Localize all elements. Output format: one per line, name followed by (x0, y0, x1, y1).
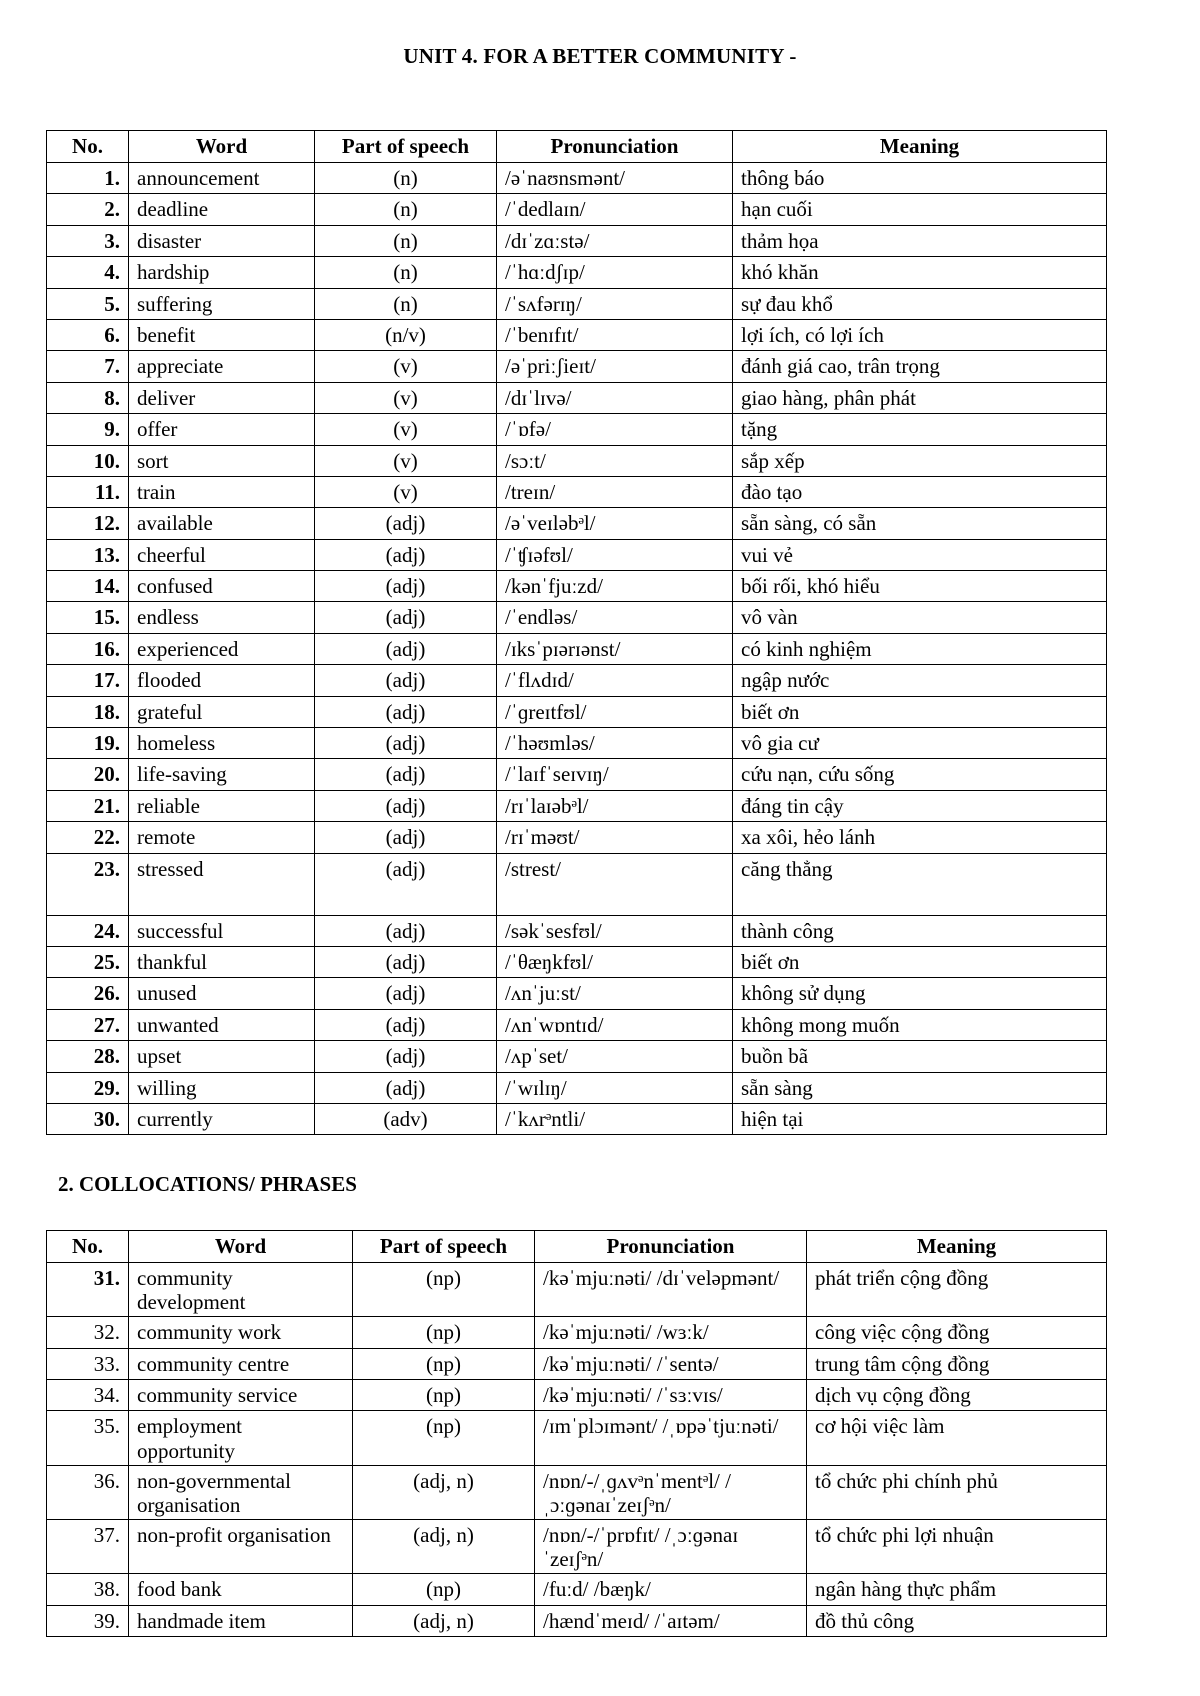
header-no: No. (47, 131, 129, 163)
word-cell: suffering (129, 288, 315, 319)
word-cell: available (129, 508, 315, 539)
word-cell: life-saving (129, 759, 315, 790)
meaning-cell: bối rối, khó hiểu (733, 571, 1107, 602)
pronunciation-cell: /ˈhɑːdʃɪp/ (497, 257, 733, 288)
table-row (47, 1574, 1107, 1605)
row-number: 35. (47, 1411, 129, 1465)
word-cell: upset (129, 1041, 315, 1072)
row-number: 5. (47, 288, 129, 319)
table-row (47, 822, 1107, 853)
meaning-cell: đáng tin cậy (733, 790, 1107, 821)
row-number: 9. (47, 414, 129, 445)
part-of-speech-cell: (adj) (315, 602, 497, 633)
pronunciation-cell: /kənˈfjuːzd/ (497, 571, 733, 602)
collocations-table (46, 1230, 1107, 1637)
row-number: 6. (47, 319, 129, 350)
part-of-speech-cell: (v) (315, 476, 497, 507)
header-meaning: Meaning (807, 1231, 1107, 1263)
part-of-speech-cell: (adj) (315, 790, 497, 821)
word-cell: offer (129, 414, 315, 445)
word-cell: remote (129, 822, 315, 853)
section-title-collocations: 2. COLLOCATIONS/ PHRASES (58, 1172, 357, 1196)
part-of-speech-cell: (adj, n) (353, 1605, 535, 1636)
table-row (47, 1465, 1107, 1519)
word-cell: currently (129, 1103, 315, 1134)
pronunciation-cell: /ɪksˈpɪərɪənst/ (497, 633, 733, 664)
meaning-cell: đào tạo (733, 476, 1107, 507)
meaning-cell: sắp xếp (733, 445, 1107, 476)
pronunciation-cell: /dɪˈlɪvə/ (497, 382, 733, 413)
part-of-speech-cell: (adj) (315, 696, 497, 727)
pronunciation-cell: /ɪmˈplɔɪmənt/ /ˌɒpəˈtjuːnəti/ (535, 1411, 807, 1465)
meaning-cell: công việc cộng đồng (807, 1317, 1107, 1348)
meaning-cell: trung tâm cộng đồng (807, 1348, 1107, 1379)
row-number: 12. (47, 508, 129, 539)
row-number: 10. (47, 445, 129, 476)
table-row (47, 1520, 1107, 1574)
word-cell: reliable (129, 790, 315, 821)
row-number: 24. (47, 915, 129, 946)
table-row (47, 1411, 1107, 1465)
row-number: 31. (47, 1263, 129, 1317)
pronunciation-cell: /ʌpˈset/ (497, 1041, 733, 1072)
part-of-speech-cell: (v) (315, 351, 497, 382)
row-number: 33. (47, 1348, 129, 1379)
word-cell: train (129, 476, 315, 507)
pronunciation-cell: /ˈhəʊmləs/ (497, 728, 733, 759)
table-row (47, 790, 1107, 821)
word-cell: food bank (129, 1574, 353, 1605)
header-pronunciation: Pronunciation (535, 1231, 807, 1263)
row-number: 14. (47, 571, 129, 602)
part-of-speech-cell: (adj) (315, 853, 497, 915)
part-of-speech-cell: (adj) (315, 978, 497, 1009)
part-of-speech-cell: (adj) (315, 1072, 497, 1103)
meaning-cell: sẵn sàng (733, 1072, 1107, 1103)
row-number: 20. (47, 759, 129, 790)
part-of-speech-cell: (adj) (315, 822, 497, 853)
row-number: 38. (47, 1574, 129, 1605)
part-of-speech-cell: (adv) (315, 1103, 497, 1134)
row-number: 16. (47, 633, 129, 664)
part-of-speech-cell: (n) (315, 225, 497, 256)
word-cell: community development (129, 1263, 353, 1317)
part-of-speech-cell: (adj) (315, 759, 497, 790)
header-meaning: Meaning (733, 131, 1107, 163)
word-cell: deadline (129, 194, 315, 225)
part-of-speech-cell: (adj) (315, 946, 497, 977)
part-of-speech-cell: (n) (315, 257, 497, 288)
meaning-cell: khó khăn (733, 257, 1107, 288)
word-cell: unused (129, 978, 315, 1009)
part-of-speech-cell: (v) (315, 414, 497, 445)
table-row (47, 1103, 1107, 1134)
pronunciation-cell: /ˈdedlaɪn/ (497, 194, 733, 225)
table-row (47, 915, 1107, 946)
header-part-of-speech: Part of speech (315, 131, 497, 163)
pronunciation-cell: /ˈbenɪfɪt/ (497, 319, 733, 350)
part-of-speech-cell: (np) (353, 1317, 535, 1348)
row-number: 4. (47, 257, 129, 288)
table-row (47, 1009, 1107, 1040)
row-number: 3. (47, 225, 129, 256)
pronunciation-cell: /nɒn/-/ˌɡʌvᵊnˈmentᵊl/ /ˌɔːɡənaɪˈzeɪʃᵊn/ (535, 1465, 807, 1519)
table-row (47, 633, 1107, 664)
pronunciation-cell: /ˈsʌfərɪŋ/ (497, 288, 733, 319)
word-cell: sort (129, 445, 315, 476)
word-cell: endless (129, 602, 315, 633)
meaning-cell: có kinh nghiệm (733, 633, 1107, 664)
pronunciation-cell: /nɒn/-/ˈprɒfɪt/ /ˌɔːɡənaɪˈzeɪʃᵊn/ (535, 1520, 807, 1574)
pronunciation-cell: /ˈflʌdɪd/ (497, 665, 733, 696)
meaning-cell: ngân hàng thực phẩm (807, 1574, 1107, 1605)
word-cell: handmade item (129, 1605, 353, 1636)
row-number: 26. (47, 978, 129, 1009)
table-row (47, 539, 1107, 570)
row-number: 11. (47, 476, 129, 507)
part-of-speech-cell: (v) (315, 382, 497, 413)
pronunciation-cell: /kəˈmjuːnəti/ /wɜːk/ (535, 1317, 807, 1348)
part-of-speech-cell: (np) (353, 1574, 535, 1605)
table-row (47, 476, 1107, 507)
word-cell: community work (129, 1317, 353, 1348)
part-of-speech-cell: (adj) (315, 1009, 497, 1040)
row-number: 30. (47, 1103, 129, 1134)
pronunciation-cell: /ˈlaɪfˈseɪvɪŋ/ (497, 759, 733, 790)
pronunciation-cell: /ˈɒfə/ (497, 414, 733, 445)
row-number: 29. (47, 1072, 129, 1103)
row-number: 32. (47, 1317, 129, 1348)
meaning-cell: tặng (733, 414, 1107, 445)
word-cell: community service (129, 1380, 353, 1411)
word-cell: employment opportunity (129, 1411, 353, 1465)
pronunciation-cell: /kəˈmjuːnəti/ /dɪˈveləpmənt/ (535, 1263, 807, 1317)
word-cell: hardship (129, 257, 315, 288)
pronunciation-cell: /səkˈsesfʊl/ (497, 915, 733, 946)
pronunciation-cell: /ˈendləs/ (497, 602, 733, 633)
meaning-cell: vui vẻ (733, 539, 1107, 570)
part-of-speech-cell: (n) (315, 163, 497, 194)
table-row (47, 571, 1107, 602)
pronunciation-cell: /fuːd/ /bæŋk/ (535, 1574, 807, 1605)
table-row (47, 508, 1107, 539)
meaning-cell: không mong muốn (733, 1009, 1107, 1040)
table-row (47, 1041, 1107, 1072)
meaning-cell: đánh giá cao, trân trọng (733, 351, 1107, 382)
part-of-speech-cell: (np) (353, 1348, 535, 1379)
pronunciation-cell: /sɔːt/ (497, 445, 733, 476)
table-row (47, 288, 1107, 319)
table-row (47, 665, 1107, 696)
row-number: 18. (47, 696, 129, 727)
meaning-cell: thông báo (733, 163, 1107, 194)
meaning-cell: sẵn sàng, có sẵn (733, 508, 1107, 539)
pronunciation-cell: /rɪˈlaɪəbᵊl/ (497, 790, 733, 821)
meaning-cell: phát triển cộng đồng (807, 1263, 1107, 1317)
collocations-header-row (47, 1231, 1107, 1263)
meaning-cell: biết ơn (733, 696, 1107, 727)
part-of-speech-cell: (adj) (315, 508, 497, 539)
table-row (47, 946, 1107, 977)
meaning-cell: giao hàng, phân phát (733, 382, 1107, 413)
table-row (47, 225, 1107, 256)
part-of-speech-cell: (n) (315, 194, 497, 225)
part-of-speech-cell: (adj, n) (353, 1465, 535, 1519)
part-of-speech-cell: (adj, n) (353, 1520, 535, 1574)
header-word: Word (129, 131, 315, 163)
pronunciation-cell: /rɪˈməʊt/ (497, 822, 733, 853)
row-number: 39. (47, 1605, 129, 1636)
table-row (47, 257, 1107, 288)
table-row (47, 1317, 1107, 1348)
row-number: 36. (47, 1465, 129, 1519)
table-row (47, 445, 1107, 476)
part-of-speech-cell: (adj) (315, 915, 497, 946)
word-cell: non-governmental organisation (129, 1465, 353, 1519)
meaning-cell: vô vàn (733, 602, 1107, 633)
part-of-speech-cell: (np) (353, 1411, 535, 1465)
table-row (47, 759, 1107, 790)
meaning-cell: tổ chức phi chính phủ (807, 1465, 1107, 1519)
row-number: 15. (47, 602, 129, 633)
row-number: 2. (47, 194, 129, 225)
part-of-speech-cell: (n/v) (315, 319, 497, 350)
table-row (47, 163, 1107, 194)
part-of-speech-cell: (adj) (315, 539, 497, 570)
pronunciation-cell: /kəˈmjuːnəti/ /ˈsentə/ (535, 1348, 807, 1379)
header-no: No. (47, 1231, 129, 1263)
row-number: 1. (47, 163, 129, 194)
header-word: Word (129, 1231, 353, 1263)
meaning-cell: xa xôi, hẻo lánh (733, 822, 1107, 853)
table-row (47, 319, 1107, 350)
part-of-speech-cell: (adj) (315, 728, 497, 759)
part-of-speech-cell: (n) (315, 288, 497, 319)
row-number: 34. (47, 1380, 129, 1411)
pronunciation-cell: /kəˈmjuːnəti/ /ˈsɜːvɪs/ (535, 1380, 807, 1411)
part-of-speech-cell: (adj) (315, 571, 497, 602)
table-row (47, 602, 1107, 633)
row-number: 8. (47, 382, 129, 413)
table-row (47, 382, 1107, 413)
pronunciation-cell: /ˈɡreɪtfʊl/ (497, 696, 733, 727)
word-cell: non-profit organisation (129, 1520, 353, 1574)
part-of-speech-cell: (adj) (315, 633, 497, 664)
pronunciation-cell: /ˈθæŋkfʊl/ (497, 946, 733, 977)
row-number: 27. (47, 1009, 129, 1040)
table-row (47, 696, 1107, 727)
part-of-speech-cell: (adj) (315, 665, 497, 696)
table-row (47, 1072, 1107, 1103)
row-number: 17. (47, 665, 129, 696)
pronunciation-cell: /strest/ (497, 853, 733, 915)
row-number: 25. (47, 946, 129, 977)
vocabulary-table (46, 130, 1107, 1135)
meaning-cell: ngập nước (733, 665, 1107, 696)
row-number: 21. (47, 790, 129, 821)
word-cell: unwanted (129, 1009, 315, 1040)
pronunciation-cell: /dɪˈzɑːstə/ (497, 225, 733, 256)
part-of-speech-cell: (np) (353, 1263, 535, 1317)
pronunciation-cell: /treɪn/ (497, 476, 733, 507)
word-cell: homeless (129, 728, 315, 759)
meaning-cell: thảm họa (733, 225, 1107, 256)
pronunciation-cell: /ˈwɪlɪŋ/ (497, 1072, 733, 1103)
word-cell: willing (129, 1072, 315, 1103)
word-cell: community centre (129, 1348, 353, 1379)
part-of-speech-cell: (v) (315, 445, 497, 476)
meaning-cell: dịch vụ cộng đồng (807, 1380, 1107, 1411)
meaning-cell: cứu nạn, cứu sống (733, 759, 1107, 790)
pronunciation-cell: /əˈnaʊnsmənt/ (497, 163, 733, 194)
word-cell: deliver (129, 382, 315, 413)
pronunciation-cell: /ʌnˈjuːst/ (497, 978, 733, 1009)
meaning-cell: hiện tại (733, 1103, 1107, 1134)
row-number: 7. (47, 351, 129, 382)
table-row (47, 853, 1107, 915)
word-cell: flooded (129, 665, 315, 696)
word-cell: appreciate (129, 351, 315, 382)
meaning-cell: biết ơn (733, 946, 1107, 977)
meaning-cell: hạn cuối (733, 194, 1107, 225)
meaning-cell: không sử dụng (733, 978, 1107, 1009)
word-cell: thankful (129, 946, 315, 977)
word-cell: confused (129, 571, 315, 602)
word-cell: announcement (129, 163, 315, 194)
row-number: 13. (47, 539, 129, 570)
word-cell: stressed (129, 853, 315, 915)
meaning-cell: sự đau khổ (733, 288, 1107, 319)
table-row (47, 978, 1107, 1009)
header-pronunciation: Pronunciation (497, 131, 733, 163)
table-row (47, 1605, 1107, 1636)
page-title: UNIT 4. FOR A BETTER COMMUNITY - (403, 44, 797, 68)
row-number: 19. (47, 728, 129, 759)
word-cell: disaster (129, 225, 315, 256)
part-of-speech-cell: (adj) (315, 1041, 497, 1072)
pronunciation-cell: /ʌnˈwɒntɪd/ (497, 1009, 733, 1040)
pronunciation-cell: /ˈʧɪəfʊl/ (497, 539, 733, 570)
table-row (47, 351, 1107, 382)
meaning-cell: buồn bã (733, 1041, 1107, 1072)
row-number: 23. (47, 853, 129, 915)
row-number: 37. (47, 1520, 129, 1574)
table-row (47, 728, 1107, 759)
meaning-cell: đồ thủ công (807, 1605, 1107, 1636)
pronunciation-cell: /hændˈmeɪd/ /ˈaɪtəm/ (535, 1605, 807, 1636)
word-cell: experienced (129, 633, 315, 664)
header-part-of-speech: Part of speech (353, 1231, 535, 1263)
meaning-cell: thành công (733, 915, 1107, 946)
pronunciation-cell: /ˈkʌrᵊntli/ (497, 1103, 733, 1134)
pronunciation-cell: /əˈpriːʃieɪt/ (497, 351, 733, 382)
table-row (47, 414, 1107, 445)
meaning-cell: lợi ích, có lợi ích (733, 319, 1107, 350)
word-cell: benefit (129, 319, 315, 350)
word-cell: cheerful (129, 539, 315, 570)
word-cell: grateful (129, 696, 315, 727)
meaning-cell: căng thẳng (733, 853, 1107, 915)
table-row (47, 1380, 1107, 1411)
table-row (47, 194, 1107, 225)
word-cell: successful (129, 915, 315, 946)
row-number: 28. (47, 1041, 129, 1072)
meaning-cell: vô gia cư (733, 728, 1107, 759)
part-of-speech-cell: (np) (353, 1380, 535, 1411)
meaning-cell: tổ chức phi lợi nhuận (807, 1520, 1107, 1574)
vocabulary-header-row (47, 131, 1107, 163)
table-row (47, 1263, 1107, 1317)
table-row (47, 1348, 1107, 1379)
pronunciation-cell: /əˈveɪləbᵊl/ (497, 508, 733, 539)
meaning-cell: cơ hội việc làm (807, 1411, 1107, 1465)
row-number: 22. (47, 822, 129, 853)
